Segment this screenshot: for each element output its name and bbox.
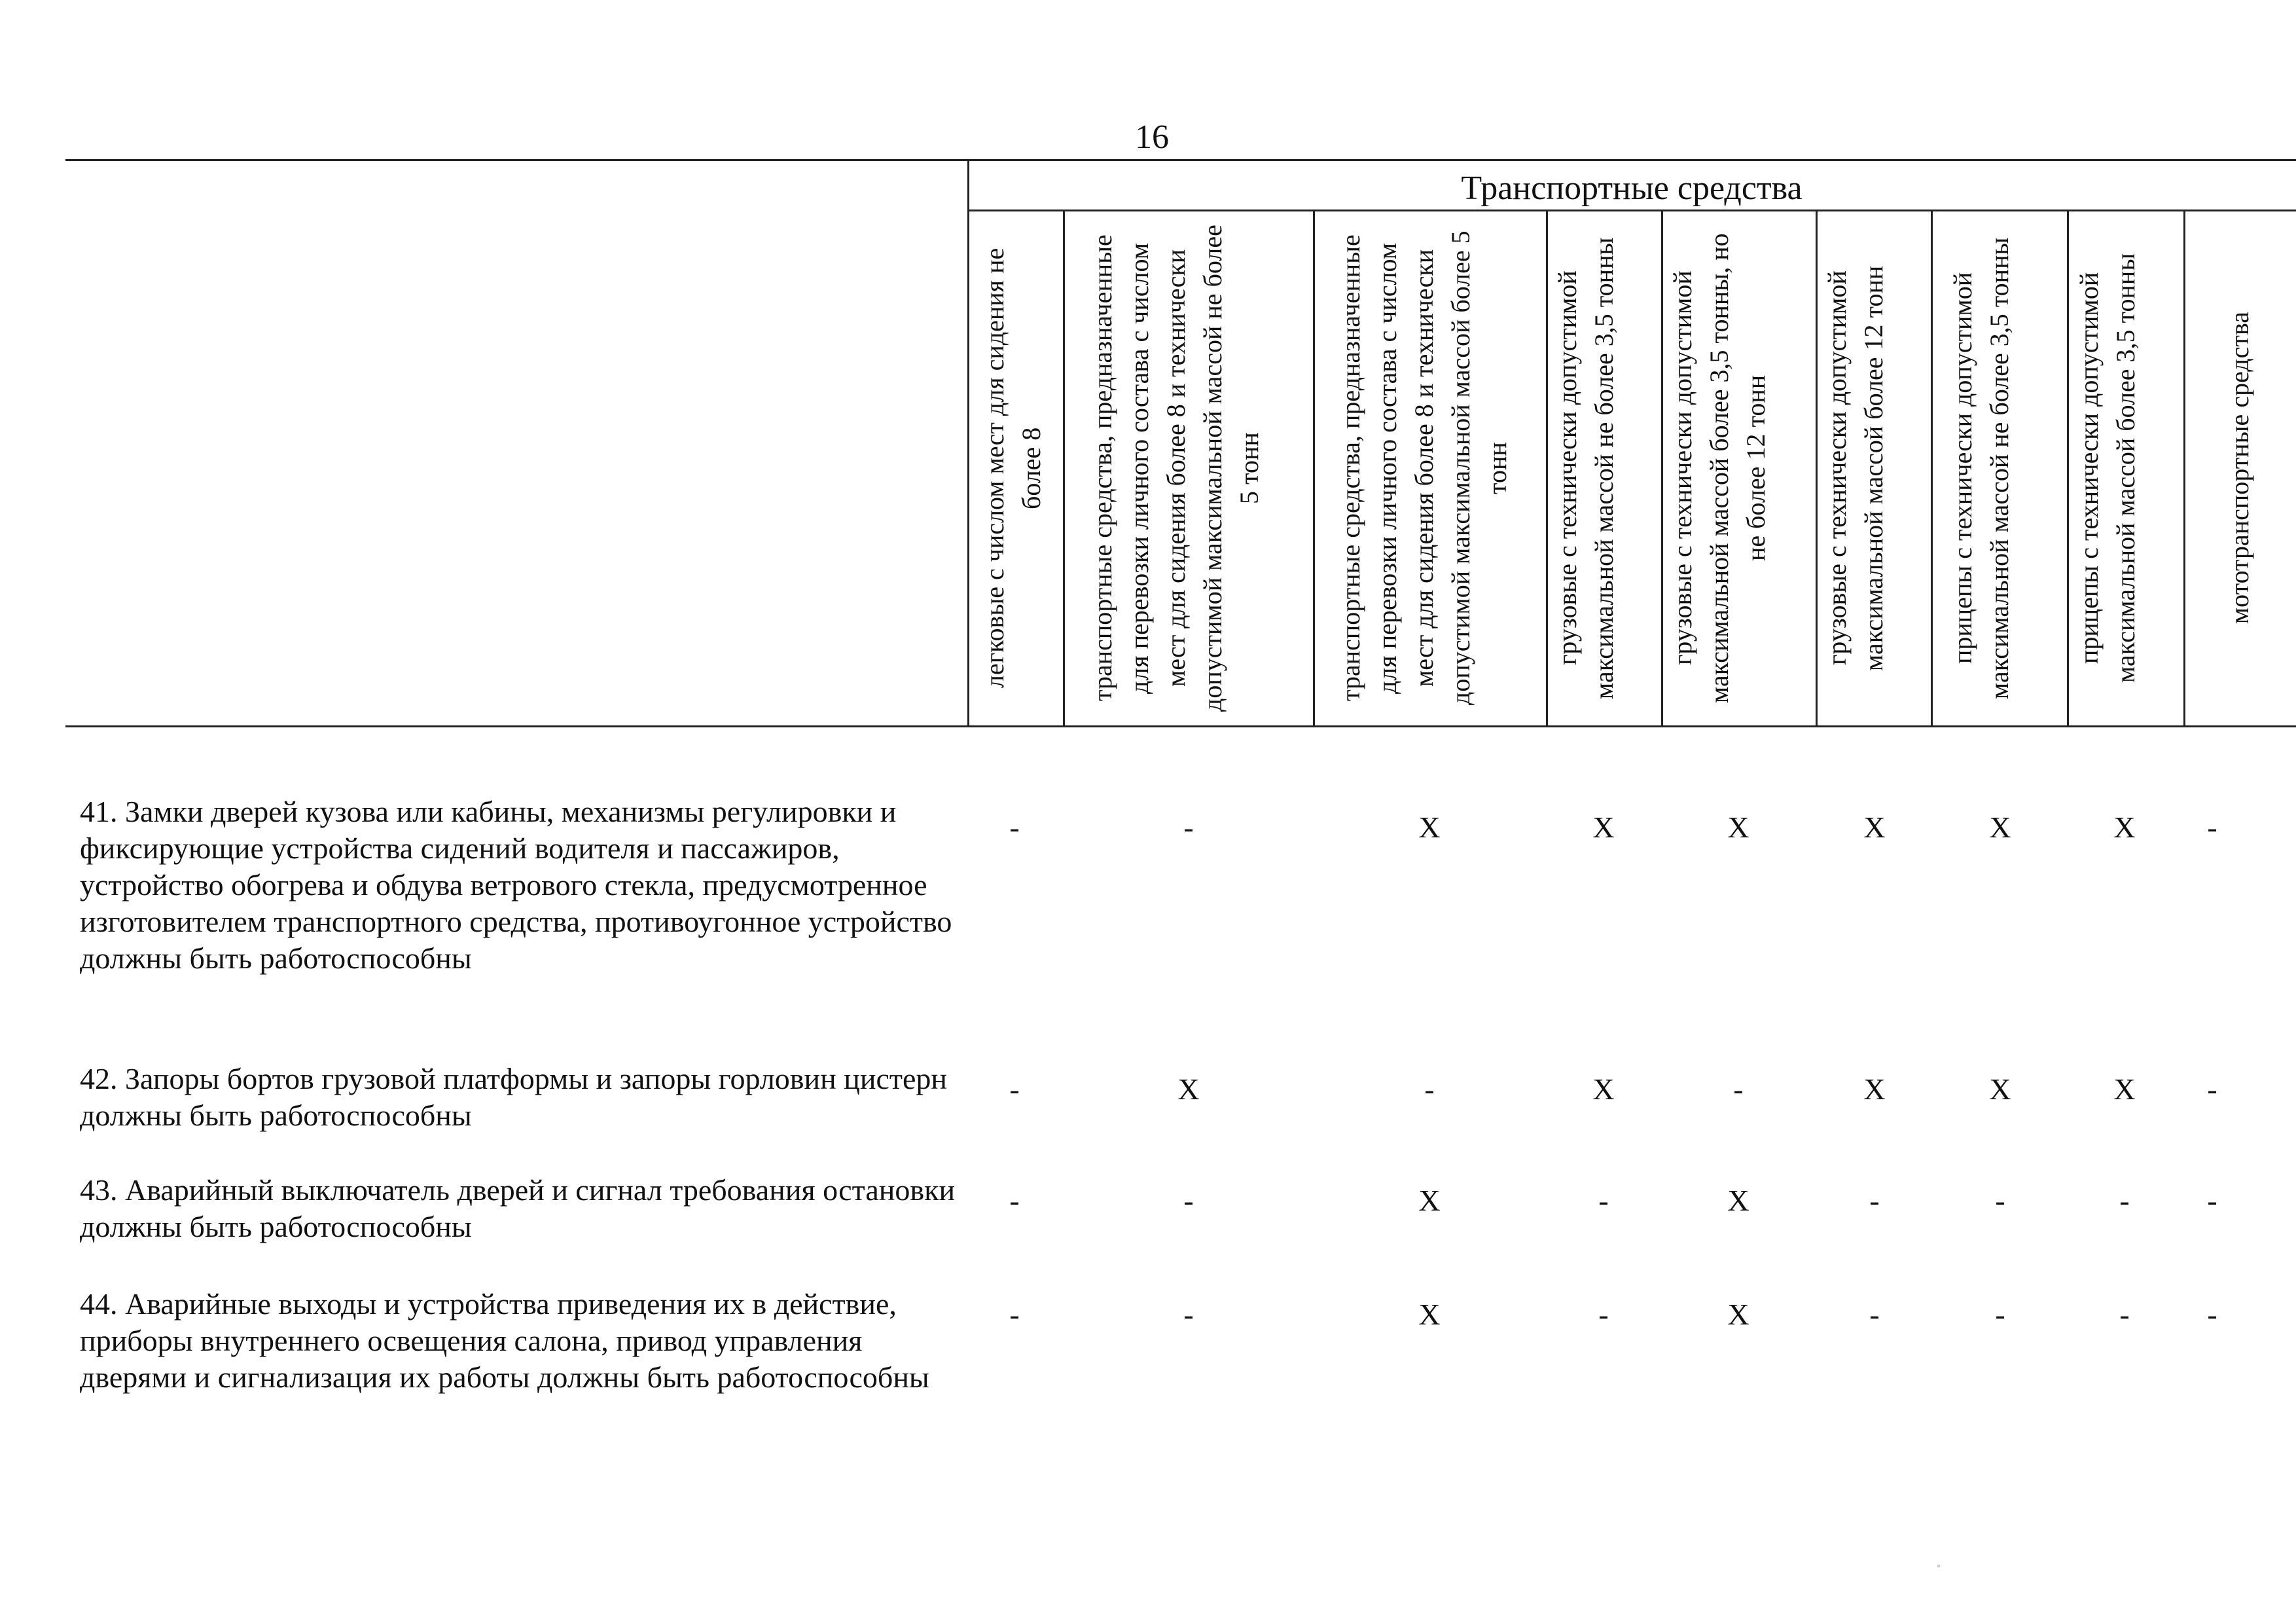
column-header-personnel-over-5t: [1315, 210, 1546, 727]
mark-43-col7: -: [1995, 1184, 2005, 1217]
requirement-44-text: 44. Аварийные выходы и устройства приведения их в действие, приборы внутреннего освещения салона, привод управления дверями и сигнализация их работы должны быть работоспособны: [80, 1287, 929, 1394]
mark-42-col2: X: [1177, 1072, 1200, 1106]
mark-44-col7: -: [1995, 1298, 2005, 1331]
group-header-transport: Транспортные средства: [1461, 170, 1803, 207]
scan-speck: [1937, 1565, 1940, 1567]
column-header-trucks-up-to-3-5t: [1548, 210, 1661, 727]
mark-43-col8: -: [2119, 1184, 2130, 1217]
mark-43-col2: -: [1183, 1184, 1194, 1217]
mark-41-col5: X: [1727, 811, 1749, 844]
mark-44-col2: -: [1183, 1298, 1194, 1331]
mark-42-col9: -: [2207, 1072, 2217, 1106]
mark-43-col6: -: [1869, 1184, 1880, 1217]
column-header-label: мототранспортные средства: [2224, 312, 2254, 625]
mark-43-col1: -: [1009, 1184, 1020, 1217]
table-top-rule: [65, 159, 2296, 161]
column-header-label: прицепы с технически допустимой максимальной массой не более 3,5 тонны: [1947, 237, 2014, 699]
mark-42-col7: X: [1989, 1072, 2011, 1106]
mark-44-col3: X: [1418, 1298, 1441, 1331]
column-header-trucks-over-12t: [1818, 210, 1931, 727]
requirement-41-text: 41. Замки дверей кузова или кабины, механизмы регулировки и фиксирующие устройства сидений водителя и пассажиров, устройство обогрева и обдува ветрового стекла, предусмотренное изготовителем транспортного средства, противоугонное устройство должны быть работоспособны: [80, 795, 952, 975]
mark-41-col1: -: [1009, 811, 1020, 844]
column-header-personnel-up-to-5t: [1065, 210, 1313, 727]
column-header-label: грузовые с технически допустимой максимальной массой не более 3,5 тонны: [1552, 237, 1619, 699]
column-header-label: транспортные средства, предназначенные для перевозки личного состава с числом мест для сидения более 8 и технически допустимой максимальной массой не более 5 тонн: [1087, 225, 1264, 712]
mark-41-col8: X: [2113, 811, 2136, 844]
mark-43-col9: -: [2207, 1184, 2217, 1217]
column-header-label: грузовые с технически допустимой максимальной массой более 12 тонн: [1821, 265, 1888, 671]
mark-41-col7: X: [1989, 811, 2011, 844]
requirement-42-text: 42. Запоры бортов грузовой платформы и запоры горловин цистерн должны быть работоспособны: [80, 1062, 948, 1132]
mark-44-col4: -: [1598, 1298, 1609, 1331]
mark-44-col9: -: [2207, 1298, 2217, 1331]
mark-44-col5: X: [1727, 1298, 1749, 1331]
mark-42-col6: X: [1863, 1072, 1886, 1106]
page-number: 16: [1135, 119, 1169, 156]
column-header-trailers-over-3-5t: [2069, 210, 2183, 727]
mark-41-col2: -: [1183, 811, 1194, 844]
mark-44-col6: -: [1869, 1298, 1880, 1331]
mark-41-col3: X: [1418, 811, 1441, 844]
mark-44-col8: -: [2119, 1298, 2130, 1331]
column-header-trucks-3-5-to-12t: [1663, 210, 1816, 727]
mark-41-col9: -: [2207, 811, 2217, 844]
mark-42-col8: X: [2113, 1072, 2136, 1106]
mark-43-col3: X: [1418, 1184, 1441, 1217]
mark-43-col4: -: [1598, 1184, 1609, 1217]
column-header-passenger-cars: [969, 210, 1063, 727]
column-header-motorcycles: [2185, 210, 2296, 727]
mark-41-col4: X: [1592, 811, 1615, 844]
column-header-label: грузовые с технически допустимой максимальной массой более 3,5 тонны, но не более 12 тонн: [1667, 233, 1770, 703]
column-header-label: транспортные средства, предназначенные для перевозки личного состава с числом мест для сидения более 8 и технически допустимой максимальной массой более 5 тонн: [1335, 230, 1512, 706]
column-header-label: легковые с числом мест для сидения не более 8: [980, 247, 1046, 689]
mark-42-col3: -: [1424, 1072, 1435, 1106]
mark-41-col6: X: [1863, 811, 1886, 844]
requirement-43-text: 43. Аварийный выключатель дверей и сигнал требования остановки должны быть работоспособны: [80, 1173, 956, 1243]
mark-43-col5: X: [1727, 1184, 1749, 1217]
column-header-label: прицепы с технически допустимой максимальной массой более 3,5 тонны: [2073, 253, 2140, 684]
mark-42-col5: -: [1733, 1072, 1744, 1106]
column-header-trailers-up-to-3-5t: [1933, 210, 2067, 727]
mark-44-col1: -: [1009, 1298, 1020, 1331]
mark-42-col4: X: [1592, 1072, 1615, 1106]
mark-42-col1: -: [1009, 1072, 1020, 1106]
